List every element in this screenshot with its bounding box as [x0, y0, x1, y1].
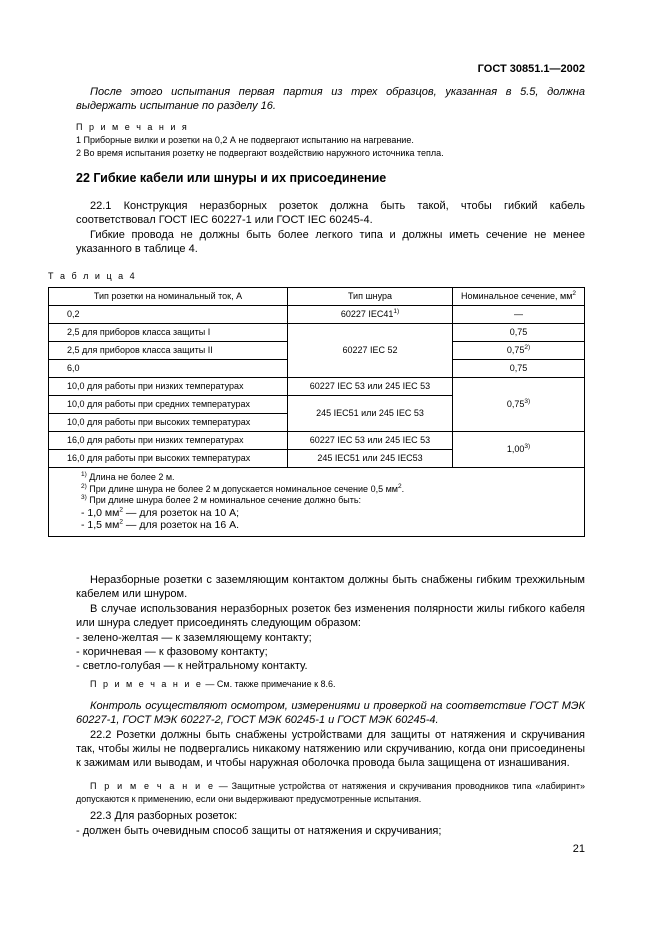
table-footnotes-row	[49, 468, 585, 537]
table-cell: 60227 IEC 53 или 245 IEC 53	[288, 378, 453, 396]
document-id-header: ГОСТ 30851.1—2002	[477, 63, 585, 75]
table-cell: 60227 IEC 52	[288, 324, 453, 378]
table-cell: 245 IEC51 или 245 IEC 53	[288, 396, 453, 432]
table-cell: 60227 IEC41$^{1)}$	[288, 306, 453, 324]
table-cell: 0,75$^{3)}$	[453, 378, 585, 432]
list-item: - зелено-желтая — к заземляющему контакту;	[76, 632, 312, 644]
table-row	[49, 378, 585, 396]
notes-title: П р и м е ч а н и я	[76, 122, 189, 132]
header-socket-type: Тип розетки на номинальный ток, А	[49, 288, 288, 306]
footnote-1: $^{1)}$ Длина не более 2 м.	[81, 471, 175, 482]
footnote-bullet-2: - 1,5 $мм^2$ — для розеток на 16 А.	[81, 518, 240, 531]
footnote-3: $^{3)}$ При длине шнура более 2 м номинальное сечение должно быть:	[81, 494, 362, 505]
note-labyrinth: П р и м е ч а н и е — Защитные устройства от натяжения и скручивания проводников типа «лабиринт» допускаются к применению, если они выдерживают предусмотренные испытания.	[76, 781, 585, 804]
table-cell: 16,0 для работы при высоких температурах	[49, 450, 288, 468]
paragraph-grounding: Неразборные розетки с заземляющим контактом должны быть снабжены гибким трехжильным кабелем или шнуром.	[76, 574, 585, 600]
table-cell: 6,0	[49, 360, 288, 378]
footnote-2: $^{2)}$ При длине шнура не более 2 м допускается номинальное сечение 0,5 $мм^2$.	[81, 482, 405, 494]
note-item-2: 2 Во время испытания розетку не подвергают воздействию наружного источника тепла.	[76, 148, 444, 158]
paragraph-polarity: В случае использования неразборных розеток без изменения полярности жилы гибкого кабеля или шнура следует присоединять следующим образом:	[76, 603, 585, 629]
section-heading: 22 Гибкие кабели или шнуры и их присоединение	[76, 171, 387, 185]
table-cell: 2,5 для приборов класса защиты II	[49, 342, 288, 360]
table-cell: —	[453, 306, 585, 324]
page-number: 21	[572, 843, 585, 855]
header-cord-type: Тип шнура	[288, 288, 453, 306]
paragraph-22-1: 22.1 Конструкция неразборных розеток должна быть такой, чтобы гибкий кабель соответствовал ГОСТ IEC 60227-1 или ГОСТ IEC 60245-4.	[76, 200, 585, 226]
intro-paragraph: После этого испытания первая партия из трех образцов, указанная в 5.5, должна выдержать испытание по разделу 16.	[76, 86, 585, 112]
table-header-row	[49, 288, 585, 306]
paragraph-22-3-item: - должен быть очевидным способ защиты от натяжения и скручивания;	[76, 825, 442, 837]
table-cell: 16,0 для работы при низких температурах	[49, 432, 288, 450]
table-cell: 0,2	[49, 306, 288, 324]
list-item: - коричневая — к фазовому контакту;	[76, 646, 268, 658]
paragraph-22-2: 22.2 Розетки должны быть снабжены устройствами для защиты от натяжения и скручивания так, чтобы жилы не подвергались никакому натяжению или скручиванию, когда они присоединены к зажимам или выводам, и чтобы наружная оболочка провода была защищена от изнашивания.	[76, 729, 585, 769]
footnote-bullet-1: - 1,0 $мм^2$ — для розеток на 10 А;	[81, 506, 240, 519]
paragraph-22-3: 22.3 Для разборных розеток:	[90, 810, 238, 822]
table-row	[49, 432, 585, 450]
table-cell: 0,75	[453, 360, 585, 378]
wire-color-list	[76, 631, 585, 673]
table-cell: 0,75$^{2)}$	[453, 342, 585, 360]
note-item-1: 1 Приборные вилки и розетки на 0,2 А не подвергают испытанию на нагревание.	[76, 135, 414, 145]
list-item: - светло-голубая — к нейтральному контакту.	[76, 660, 308, 672]
table-cell: 10,0 для работы при низких температурах	[49, 378, 288, 396]
table-cell: 1,00$^{3)}$	[453, 432, 585, 468]
table-cell: 10,0 для работы при средних температурах	[49, 396, 288, 414]
header-cross-section: Номинальное сечение, $мм^2$	[453, 288, 585, 306]
paragraph-22-1b: Гибкие провода не должны быть более легкого типа и должны иметь сечение не менее указанного в таблице 4.	[76, 229, 585, 255]
table-caption: Т а б л и ц а 4	[48, 271, 137, 281]
table-cell: 245 IEC51 или 245 IEC53	[288, 450, 453, 468]
table-cell: 2,5 для приборов класса защиты I	[49, 324, 288, 342]
table-cell: 60227 IEC 53 или 245 IEC 53	[288, 432, 453, 450]
table-cell: 10,0 для работы при высоких температурах	[49, 414, 288, 432]
cable-table	[48, 287, 585, 537]
table-row	[49, 324, 585, 342]
table-row	[49, 306, 585, 324]
control-paragraph: Контроль осуществляют осмотром, измерениями и проверкой на соответствие ГОСТ МЭК 60227-1, ГОСТ МЭК 60227-2, ГОСТ МЭК 60245-1 и ГОСТ МЭК 60245-4.	[76, 700, 585, 726]
note-see-also: П р и м е ч а н и е — См. также примечание к 8.6.	[90, 679, 336, 689]
table-footnotes	[49, 468, 585, 537]
table-cell: 0,75	[453, 324, 585, 342]
